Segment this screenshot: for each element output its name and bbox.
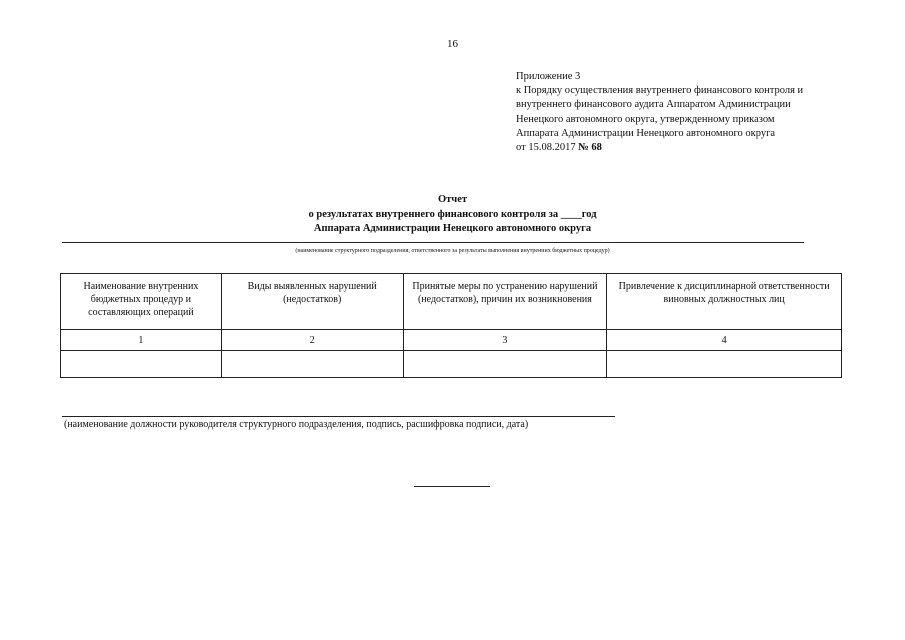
title-line-2: о результатах внутреннего финансового контроля за ____год [308,208,597,220]
column-number-cell: 3 [403,330,607,351]
signature-caption: (наименование должности руководителя структурного подразделения, подпись, расшифровка подписи, дата) [64,419,529,430]
table-cell [403,351,607,378]
appendix-date: от 15.08.2017 [516,142,579,154]
title-line-3: Аппарата Администрации Ненецкого автономного округа [313,223,592,234]
table-header-cell: Принятые меры по устранению нарушений (недостатков), причин их возникновения [403,274,607,330]
table-header-cell: Привлечение к дисциплинарной ответственности виновных должностных лиц [607,274,842,330]
report-title [0,193,905,237]
signature-fill-line [62,416,615,417]
appendix-date-line [516,141,901,155]
order-number: № 68 [578,142,602,154]
table-column-number-row [61,330,842,351]
end-divider [414,486,490,487]
table-row [61,351,842,378]
table-cell [61,351,222,378]
appendix-line: к Порядку осуществления внутреннего финансового контроля и [516,85,804,97]
table-header-row [61,274,842,330]
column-number-cell: 4 [607,330,842,351]
report-table [60,273,842,378]
page-number: 16 [447,38,458,50]
column-number-cell: 2 [221,330,403,351]
column-number-cell: 1 [61,330,222,351]
department-caption: (наименование структурного подразделения, ответственного за результаты выполнения внутренних бюджетных процедур) [295,248,610,254]
appendix-line: Аппарата Администрации Ненецкого автономного округа [516,127,776,139]
table-header-cell: Наименование внутренних бюджетных процедур и составляющих операций [61,274,222,330]
table-cell [221,351,403,378]
department-fill-line [62,242,804,243]
appendix-line: Ненецкого автономного округа, утвержденному приказом [516,113,775,125]
title-line-1: Отчет [437,194,468,205]
appendix-line: Приложение 3 [516,71,581,82]
table-header-cell: Виды выявленных нарушений (недостатков) [221,274,403,330]
appendix-line: внутреннего финансового аудита Аппаратом Администрации [516,99,791,111]
appendix-header [516,70,901,155]
table-cell [607,351,842,378]
